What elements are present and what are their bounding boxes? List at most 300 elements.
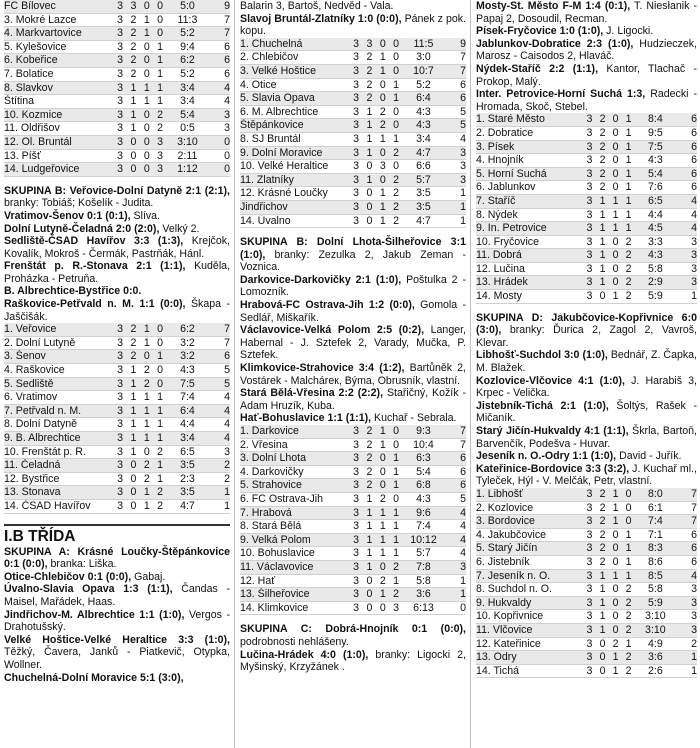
match-result bbox=[4, 285, 230, 298]
stat-cell: 1 bbox=[691, 290, 697, 303]
stat-cell: 1 bbox=[393, 506, 400, 519]
scorers: Čandas - Maisel, Mařádek, Haas. bbox=[4, 583, 230, 608]
stat-cell: 2 bbox=[393, 560, 400, 573]
stat-cell: 0 bbox=[130, 135, 137, 148]
stat-cell: 7 bbox=[691, 487, 697, 500]
stat-cell: 7 bbox=[224, 13, 230, 26]
stat-cell: 1 bbox=[599, 569, 606, 582]
stat-cell: 10:4 bbox=[413, 438, 434, 451]
standings-table-skupina-c bbox=[476, 113, 697, 303]
stat-cell: 3 bbox=[586, 664, 593, 677]
stat-cell: 3 bbox=[586, 126, 593, 139]
stat-cell: 2 bbox=[143, 364, 150, 377]
match-score: Raškovice-Petřvald n. M. 1:1 (0:0), bbox=[4, 298, 186, 311]
stat-cell: 0:5 bbox=[180, 122, 195, 135]
stat-cell: 0 bbox=[366, 601, 373, 614]
stat-cell: 1 bbox=[612, 208, 619, 221]
stat-cell: 3 bbox=[353, 588, 359, 601]
stat-cell: 2 bbox=[599, 113, 606, 126]
stat-cell: 0 bbox=[379, 78, 386, 91]
table-row bbox=[4, 163, 230, 177]
stat-cell: 1 bbox=[366, 146, 373, 159]
stat-cell: 0 bbox=[612, 583, 619, 596]
stat-cell: 9:4 bbox=[180, 40, 195, 53]
stat-cell: 2 bbox=[393, 146, 400, 159]
stat-cell: 2:6 bbox=[647, 664, 663, 677]
team-name: 7. Staříč bbox=[476, 194, 516, 207]
team-name: 4. Markvartovice bbox=[4, 27, 82, 40]
stat-cell: 2 bbox=[130, 13, 137, 26]
stat-cell: 1 bbox=[143, 418, 150, 431]
stat-cell: 3 bbox=[353, 560, 359, 573]
scorers: Gomola - Sedlář, Miškařík. bbox=[240, 299, 466, 324]
stat-cell: 2 bbox=[625, 262, 632, 275]
stat-cell: 4 bbox=[691, 208, 697, 221]
stat-cell: 5 bbox=[224, 377, 230, 390]
table-row bbox=[4, 95, 230, 109]
stat-cell: 1 bbox=[379, 214, 386, 227]
stat-cell: 0 bbox=[612, 154, 619, 167]
stat-cell: 1 bbox=[379, 132, 386, 145]
stat-cell: 1 bbox=[599, 610, 606, 623]
stat-cell: 3:4 bbox=[416, 132, 431, 145]
stat-cell: 1 bbox=[379, 64, 386, 77]
stat-cell: 0 bbox=[143, 0, 150, 12]
stat-cell: 3 bbox=[460, 560, 466, 573]
stat-cell: 1 bbox=[143, 486, 150, 499]
stat-cell: 3 bbox=[117, 54, 123, 67]
stat-cell: 0 bbox=[612, 623, 619, 636]
stat-cell: 7:4 bbox=[416, 520, 431, 533]
stat-cell: 1 bbox=[143, 336, 150, 349]
stat-cell: 3:6 bbox=[416, 588, 431, 601]
stat-cell: 0 bbox=[366, 160, 373, 173]
stat-cell: 1 bbox=[460, 588, 466, 601]
table-row bbox=[476, 208, 697, 222]
table-row bbox=[240, 588, 466, 602]
stat-cell: 4:4 bbox=[647, 208, 663, 221]
stat-cell: 3:10 bbox=[645, 610, 666, 623]
stat-cell: 3 bbox=[691, 623, 697, 636]
stat-cell: 6 bbox=[460, 479, 466, 492]
stat-cell: 2 bbox=[599, 528, 606, 541]
stat-cell: 0 bbox=[393, 64, 400, 77]
team-name: 13. Stonava bbox=[4, 486, 61, 499]
stat-cell: 2 bbox=[157, 499, 164, 512]
stat-cell: 2 bbox=[691, 637, 697, 650]
stat-cell: 1 bbox=[599, 276, 606, 289]
stat-cell: 3 bbox=[586, 208, 593, 221]
table-row bbox=[240, 38, 466, 51]
stat-cell: 1 bbox=[379, 547, 386, 560]
stat-cell: 5 bbox=[224, 364, 230, 377]
stat-cell: 5:4 bbox=[416, 465, 431, 478]
table-row bbox=[240, 132, 466, 146]
match-score: Hrabová-FC Ostrava-Jih 1:2 (0:0), bbox=[240, 299, 415, 312]
stat-cell: 7:1 bbox=[647, 528, 663, 541]
stat-cell: 3 bbox=[117, 377, 123, 390]
stat-cell: 3 bbox=[117, 40, 123, 53]
stat-cell: 0 bbox=[625, 501, 632, 514]
scorers: Krejčok, Kovalík, Mokroš - Čermák, Pastrňák, Hánl. bbox=[4, 235, 230, 260]
stat-cell: 10:12 bbox=[410, 533, 437, 546]
match-result bbox=[476, 63, 697, 88]
stat-cell: 1 bbox=[599, 262, 606, 275]
stat-cell: 2 bbox=[599, 154, 606, 167]
team-name: 5. Horní Suchá bbox=[476, 167, 547, 180]
match-score: Slavoj Bruntál-Zlatníky 1:0 (0:0), bbox=[240, 12, 402, 25]
stat-cell: 0 bbox=[224, 163, 230, 176]
team-name: 7. Petřvald n. M. bbox=[4, 404, 82, 417]
match-score: Písek-Fryčovice 1:0 (1:0), bbox=[476, 25, 604, 38]
stat-cell: 2 bbox=[625, 290, 632, 303]
match-result bbox=[476, 0, 697, 25]
table-row bbox=[476, 290, 697, 304]
stat-cell: 3 bbox=[586, 194, 593, 207]
table-row bbox=[4, 418, 230, 432]
scorers: Bartůněk 2, Vostárek - Malcháreк, Býma, Obrusník, vlastní. bbox=[240, 362, 466, 387]
stat-cell: 3 bbox=[353, 160, 359, 173]
stat-cell: 1 bbox=[393, 132, 400, 145]
match-score: Sedliště-ČSAD Havířov 3:3 (1:3), bbox=[4, 235, 184, 248]
stat-cell: 4 bbox=[460, 506, 466, 519]
team-name: 6. Vratimov bbox=[4, 391, 58, 404]
stat-cell: 4 bbox=[460, 520, 466, 533]
match-score: Lučina-Hrádek 4:0 (1:0), bbox=[240, 648, 369, 661]
skupina-d-results bbox=[476, 312, 697, 488]
table-row bbox=[240, 425, 466, 438]
standings-table-skupina-b bbox=[4, 323, 230, 513]
stat-cell: 1 bbox=[393, 465, 400, 478]
stat-cell: 1 bbox=[157, 95, 164, 108]
team-name: 11. Zlatníky bbox=[240, 173, 294, 186]
stat-cell: 6 bbox=[460, 92, 466, 105]
table-row bbox=[240, 452, 466, 466]
stat-cell: 2 bbox=[366, 479, 373, 492]
match-score: Jeseník n. O.-Odry 1:1 (1:0), bbox=[476, 450, 617, 463]
stat-cell: 3:2 bbox=[180, 336, 195, 349]
stat-cell: 0 bbox=[366, 200, 373, 213]
stat-cell: 0 bbox=[143, 54, 150, 67]
table-row bbox=[240, 64, 466, 78]
stat-cell: 1 bbox=[143, 13, 150, 26]
team-name: 9. B. Albrechtice bbox=[4, 432, 81, 444]
scorers: Škapa - Jaščišák. bbox=[4, 298, 231, 323]
team-name: 3. Šenov bbox=[4, 350, 46, 363]
stat-cell: 2 bbox=[366, 78, 373, 91]
stat-cell: 6:3 bbox=[416, 452, 431, 465]
stat-cell: 1 bbox=[157, 472, 164, 485]
match-result bbox=[476, 25, 697, 38]
stat-cell: 7 bbox=[224, 27, 230, 40]
stat-cell: 3 bbox=[691, 235, 697, 248]
stat-cell: 1 bbox=[379, 506, 386, 519]
standings-table-skupina-a bbox=[240, 38, 466, 228]
stat-cell: 4 bbox=[691, 222, 697, 235]
table-row bbox=[476, 569, 697, 583]
stat-cell: 2 bbox=[599, 140, 606, 153]
table-row bbox=[240, 173, 466, 187]
team-name: 13. Hrádek bbox=[476, 276, 528, 289]
match-result bbox=[4, 298, 230, 323]
stat-cell: 2 bbox=[393, 173, 400, 186]
stat-cell: 4 bbox=[224, 432, 230, 444]
team-name: 9. Dolní Moravice bbox=[240, 146, 323, 159]
stat-cell: 0 bbox=[130, 163, 137, 176]
stat-cell: 0 bbox=[143, 67, 150, 80]
match-result bbox=[476, 312, 697, 350]
team-name: 12. Lučina bbox=[476, 262, 525, 275]
stat-cell: 2 bbox=[143, 377, 150, 390]
table-row bbox=[4, 122, 230, 136]
stat-cell: 1 bbox=[379, 588, 386, 601]
stat-cell: 3 bbox=[353, 173, 359, 186]
stat-cell: 4:3 bbox=[180, 364, 195, 377]
stat-cell: 1 bbox=[625, 555, 632, 568]
scorers: Velký 2. bbox=[159, 222, 200, 235]
column-divider bbox=[470, 0, 471, 748]
stat-cell: 5:4 bbox=[647, 167, 663, 180]
stat-cell: 5:2 bbox=[180, 67, 195, 80]
stat-cell: 1 bbox=[612, 487, 619, 500]
stat-cell: 0 bbox=[366, 187, 373, 200]
stat-cell: 2 bbox=[366, 465, 373, 478]
skupina-c-results-cont bbox=[476, 0, 697, 113]
stat-cell: 1 bbox=[460, 200, 466, 213]
stat-cell: 3 bbox=[586, 637, 593, 650]
stat-cell: 3 bbox=[157, 135, 164, 148]
match-result bbox=[476, 375, 697, 400]
stat-cell: 3 bbox=[460, 173, 466, 186]
stat-cell: 1 bbox=[130, 81, 137, 94]
stat-cell: 0 bbox=[157, 0, 164, 12]
table-row bbox=[476, 167, 697, 181]
table-row bbox=[4, 40, 230, 54]
stat-cell: 3 bbox=[157, 163, 164, 176]
stat-cell: 9:6 bbox=[416, 506, 431, 519]
stat-cell: 6 bbox=[460, 452, 466, 465]
scorers: J. Kuchař ml., Tyleček, Hýl - V. Melčák, Petr, vlastní. bbox=[476, 462, 697, 488]
stat-cell: 2 bbox=[143, 472, 150, 485]
table-row bbox=[240, 160, 466, 174]
team-name: 3. Písek bbox=[476, 140, 515, 153]
stat-cell: 1 bbox=[393, 574, 400, 587]
stat-cell: 3 bbox=[353, 132, 359, 145]
stat-cell: 0 bbox=[612, 610, 619, 623]
team-name: 10. Velké Heraltice bbox=[240, 160, 329, 173]
section-title: I.B TŘÍDA bbox=[4, 524, 230, 546]
match-score: Dolní Lutyně-Čeladná 2:0 (2:0), bbox=[4, 222, 160, 235]
stat-cell: 0 bbox=[612, 181, 619, 194]
stat-cell: 9:3 bbox=[416, 425, 431, 437]
stat-cell: 6:4 bbox=[180, 404, 195, 417]
stat-cell: 1 bbox=[379, 425, 386, 437]
table-row bbox=[4, 459, 230, 473]
stat-cell: 6 bbox=[224, 40, 230, 53]
stat-cell: 3:4 bbox=[180, 81, 195, 94]
stat-cell: 0 bbox=[143, 350, 150, 363]
stat-cell: 0 bbox=[130, 499, 137, 512]
stat-cell: 5 bbox=[460, 119, 466, 132]
stat-cell: 2 bbox=[612, 637, 619, 650]
stat-cell: 3 bbox=[117, 364, 123, 377]
scorers: Gabaj. bbox=[131, 570, 166, 583]
stat-cell: 2 bbox=[625, 235, 632, 248]
stat-cell: 5:7 bbox=[416, 173, 431, 186]
team-name: Štěpánkovice bbox=[240, 119, 304, 132]
stat-cell: 5:7 bbox=[416, 547, 431, 560]
stat-cell: 2 bbox=[625, 664, 632, 677]
team-name: 7. Jeseník n. O. bbox=[476, 569, 551, 582]
stat-cell: 3 bbox=[691, 276, 697, 289]
table-row bbox=[240, 492, 466, 506]
team-name: 13. Píšť bbox=[4, 149, 41, 162]
team-name: 12. Krásné Loučky bbox=[240, 187, 328, 200]
stat-cell: 4 bbox=[224, 95, 230, 108]
scorers: Langer, Habernal - J. Sztefek 2, Varady, Mučka, P. Sztefek. bbox=[240, 324, 466, 362]
stat-cell: 3 bbox=[353, 146, 359, 159]
table-row bbox=[476, 637, 697, 651]
stat-cell: 0 bbox=[612, 262, 619, 275]
match-result bbox=[476, 450, 697, 463]
stat-cell: 1 bbox=[366, 506, 373, 519]
stat-cell: 1 bbox=[393, 547, 400, 560]
match-score: Kateřinice-Bordovice 3:3 (3:2), bbox=[476, 462, 630, 475]
stat-cell: 8:5 bbox=[647, 569, 663, 582]
stat-cell: 7:4 bbox=[647, 515, 663, 528]
team-name: 12. Kateřinice bbox=[476, 637, 541, 650]
stat-cell: 3:4 bbox=[180, 432, 195, 444]
team-name: 8. Dolní Datyně bbox=[4, 418, 78, 431]
stat-cell: 3 bbox=[353, 574, 359, 587]
stat-cell: 1 bbox=[393, 78, 400, 91]
table-row bbox=[476, 181, 697, 195]
table-row bbox=[476, 249, 697, 263]
table-row bbox=[240, 574, 466, 588]
match-result bbox=[476, 400, 697, 425]
stat-cell: 3 bbox=[353, 533, 359, 546]
stat-cell: 3 bbox=[117, 81, 123, 94]
team-name: 1. Darkovice bbox=[240, 425, 299, 437]
stat-cell: 0 bbox=[130, 459, 137, 472]
stat-cell: 5:4 bbox=[180, 108, 195, 121]
stat-cell: 7 bbox=[460, 425, 466, 437]
match-score: Chuchelná-Dolní Moravice 5:1 (3:0), bbox=[4, 671, 184, 684]
stat-cell: 0 bbox=[130, 472, 137, 485]
match-score: Velké Hoštice-Velké Heraltice 3:3 (1:0), bbox=[4, 633, 230, 646]
table-row bbox=[4, 377, 230, 391]
stat-cell: 3 bbox=[130, 0, 137, 12]
stat-cell: 0 bbox=[379, 601, 386, 614]
stat-cell: 1 bbox=[157, 418, 164, 431]
stat-cell: 3 bbox=[353, 119, 359, 132]
scorers: Bednář, Z. Čapka, M. Blažek. bbox=[476, 349, 697, 375]
stat-cell: 0 bbox=[379, 479, 386, 492]
stat-cell: 6 bbox=[691, 154, 697, 167]
scorers: branky: Tobiáš; Košelík - Judita. bbox=[4, 197, 154, 210]
table-row bbox=[4, 350, 230, 364]
stat-cell: 3 bbox=[353, 92, 359, 105]
stat-cell: 3 bbox=[586, 262, 593, 275]
stat-cell: 1 bbox=[625, 154, 632, 167]
stat-cell: 1 bbox=[612, 290, 619, 303]
stat-cell: 1 bbox=[379, 438, 386, 451]
stat-cell: 1 bbox=[157, 391, 164, 404]
team-name: 8. Slavkov bbox=[4, 81, 53, 94]
match-result bbox=[4, 583, 230, 608]
column-divider bbox=[234, 0, 235, 748]
table-row bbox=[240, 479, 466, 493]
team-name: 13. Šilheřovice bbox=[240, 588, 310, 601]
stat-cell: 0 bbox=[224, 149, 230, 162]
skupina-b-results bbox=[4, 185, 230, 324]
stat-cell: 6 bbox=[691, 113, 697, 126]
stat-cell: 1 bbox=[612, 194, 619, 207]
team-name: 8. Stará Bělá bbox=[240, 520, 302, 533]
scorers: Poštulka 2 - Lomozník. bbox=[240, 273, 466, 299]
stat-cell: 0 bbox=[143, 149, 150, 162]
stat-cell: 4:3 bbox=[416, 119, 431, 132]
stat-cell: 3 bbox=[117, 108, 123, 121]
scorers: Kuděla, Proházka - Petruňa. bbox=[4, 260, 231, 285]
stat-cell: 1 bbox=[625, 528, 632, 541]
stat-cell: 1 bbox=[130, 432, 137, 444]
stat-cell: 0 bbox=[612, 167, 619, 180]
match-score: Darkovice-Darkovičky 2:1 (1:0), bbox=[240, 273, 402, 286]
stat-cell: 3 bbox=[117, 122, 123, 135]
scorers: Šoltýs, Rašek - Mičaník. bbox=[476, 399, 697, 425]
stat-cell: 2 bbox=[157, 486, 164, 499]
stat-cell: 3 bbox=[353, 506, 359, 519]
stat-cell: 3 bbox=[586, 542, 593, 555]
stat-cell: 1 bbox=[157, 67, 164, 80]
column-3 bbox=[476, 0, 697, 678]
stat-cell: 1 bbox=[130, 445, 137, 458]
stat-cell: 1 bbox=[157, 81, 164, 94]
stat-cell: 3 bbox=[586, 596, 593, 609]
stat-cell: 3 bbox=[117, 459, 123, 472]
stat-cell: 3 bbox=[586, 235, 593, 248]
stat-cell: 2 bbox=[379, 119, 386, 132]
stat-cell: 3 bbox=[117, 149, 123, 162]
stat-cell: 0 bbox=[379, 92, 386, 105]
stat-cell: 1 bbox=[625, 140, 632, 153]
stat-cell: 0 bbox=[393, 438, 400, 451]
match-result bbox=[240, 324, 466, 362]
team-name: 8. SJ Bruntál bbox=[240, 132, 301, 145]
stat-cell: 3 bbox=[117, 472, 123, 485]
scorers: Kuchař - Sebrala. bbox=[371, 412, 457, 425]
table-row bbox=[4, 108, 230, 122]
match-result bbox=[4, 634, 230, 672]
table-row bbox=[240, 465, 466, 479]
stat-cell: 1 bbox=[157, 432, 164, 444]
table-row bbox=[4, 54, 230, 68]
match-result bbox=[240, 412, 466, 425]
stat-cell: 2 bbox=[599, 542, 606, 555]
stat-cell: 4 bbox=[224, 418, 230, 431]
stat-cell: 0 bbox=[625, 487, 632, 500]
stat-cell: 1 bbox=[379, 200, 386, 213]
stat-cell: 4:5 bbox=[647, 222, 663, 235]
match-result bbox=[240, 623, 466, 648]
stat-cell: 6 bbox=[224, 54, 230, 67]
column-1 bbox=[4, 0, 230, 684]
scorers: Stařičný, Kožík - Adam Hruzík, Kuba. bbox=[240, 387, 466, 412]
stat-cell: 0 bbox=[143, 163, 150, 176]
stat-cell: 3 bbox=[117, 0, 123, 12]
match-score: SKUPINA A: Krásné Loučky-Štěpánkovice 0:1 (0:0), bbox=[4, 545, 230, 571]
